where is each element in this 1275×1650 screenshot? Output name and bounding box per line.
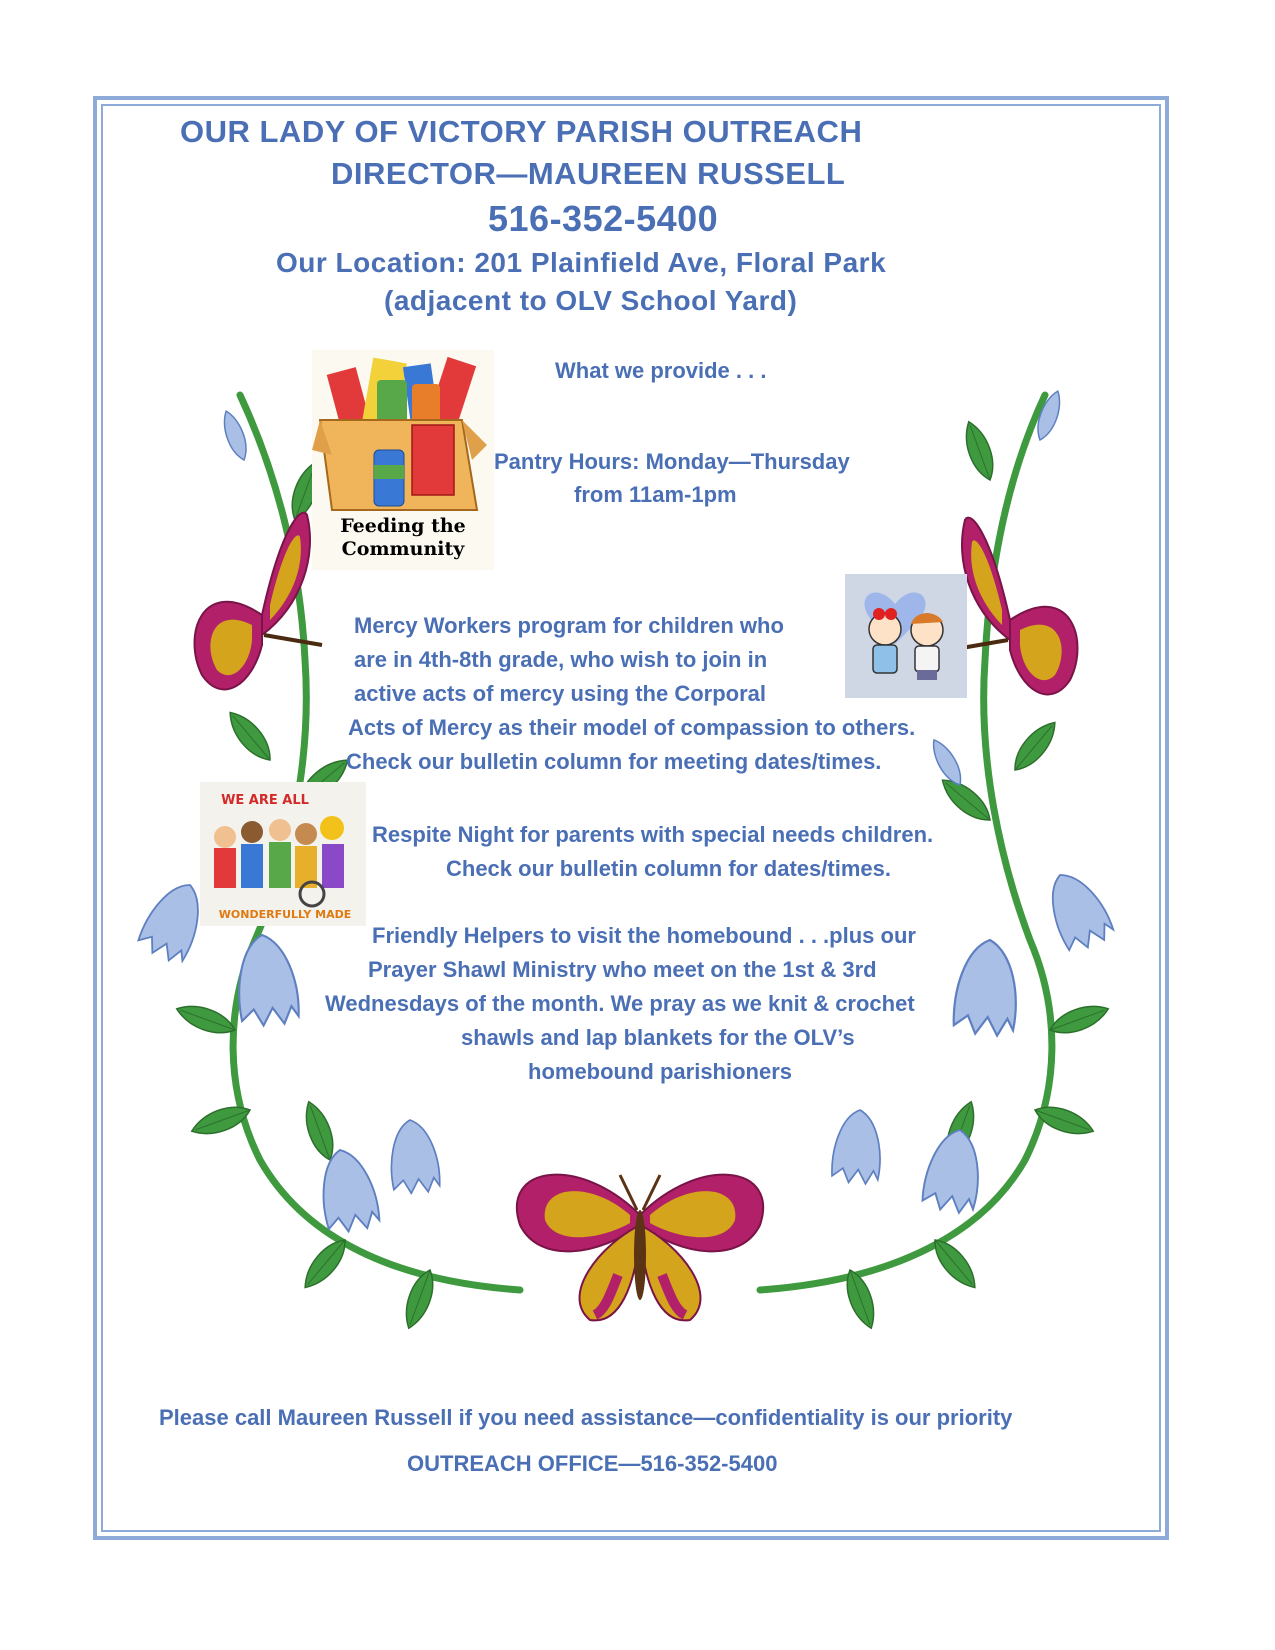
- mercy-line4: Acts of Mercy as their model of compassion to others.: [348, 715, 916, 740]
- header-location: Our Location: 201 Plainfield Ave, Floral Park: [276, 247, 887, 278]
- footer-call-text: Please call Maureen Russell if you need assistance—confidentiality is our priority: [159, 1405, 1013, 1430]
- helpers-line5: homebound parishioners: [528, 1059, 793, 1084]
- pantry-hours-line1: Pantry Hours: Monday—Thursday: [494, 449, 850, 474]
- intro-text: What we provide . . .: [555, 358, 767, 383]
- wonderfully-made-caption-bottom: WONDERFULLY MADE: [218, 908, 352, 921]
- header-director: DIRECTOR—MAUREEN RUSSELL: [331, 156, 846, 191]
- mercy-line5: Check our bulletin column for meeting dates/times.: [346, 749, 882, 774]
- wonderfully-made-image: [200, 782, 366, 926]
- header-adjacent: (adjacent to OLV School Yard): [384, 285, 798, 316]
- mercy-line3: active acts of mercy using the Corporal: [354, 681, 767, 706]
- mercy-line1: Mercy Workers program for children who: [354, 613, 784, 638]
- wonderfully-made-caption-top: WE ARE ALL: [221, 793, 309, 808]
- respite-line1: Respite Night for parents with special needs children.: [372, 822, 934, 847]
- footer-office-phone: OUTREACH OFFICE—516-352-5400: [407, 1451, 778, 1476]
- food-box-caption-2: Community: [341, 538, 465, 560]
- children-image: [845, 574, 967, 698]
- header-parish-title: OUR LADY OF VICTORY PARISH OUTREACH: [180, 114, 863, 149]
- mercy-line2: are in 4th-8th grade, who wish to join in: [354, 647, 768, 672]
- food-box-image: [312, 350, 494, 570]
- respite-line2: Check our bulletin column for dates/times.: [446, 856, 891, 881]
- pantry-hours-line2: from 11am-1pm: [574, 482, 737, 507]
- butterfly-bottom: [517, 1175, 763, 1321]
- header-phone: 516-352-5400: [488, 198, 719, 239]
- butterfly-right: [950, 518, 1078, 695]
- helpers-line4: shawls and lap blankets for the OLV’s: [461, 1025, 855, 1050]
- helpers-line1: Friendly Helpers to visit the homebound . . .plus our: [372, 923, 916, 948]
- helpers-line2: Prayer Shawl Ministry who meet on the 1st & 3rd: [368, 957, 877, 982]
- food-box-caption-1: Feeding the: [340, 515, 466, 537]
- helpers-line3: Wednesdays of the month. We pray as we knit & crochet: [325, 991, 915, 1016]
